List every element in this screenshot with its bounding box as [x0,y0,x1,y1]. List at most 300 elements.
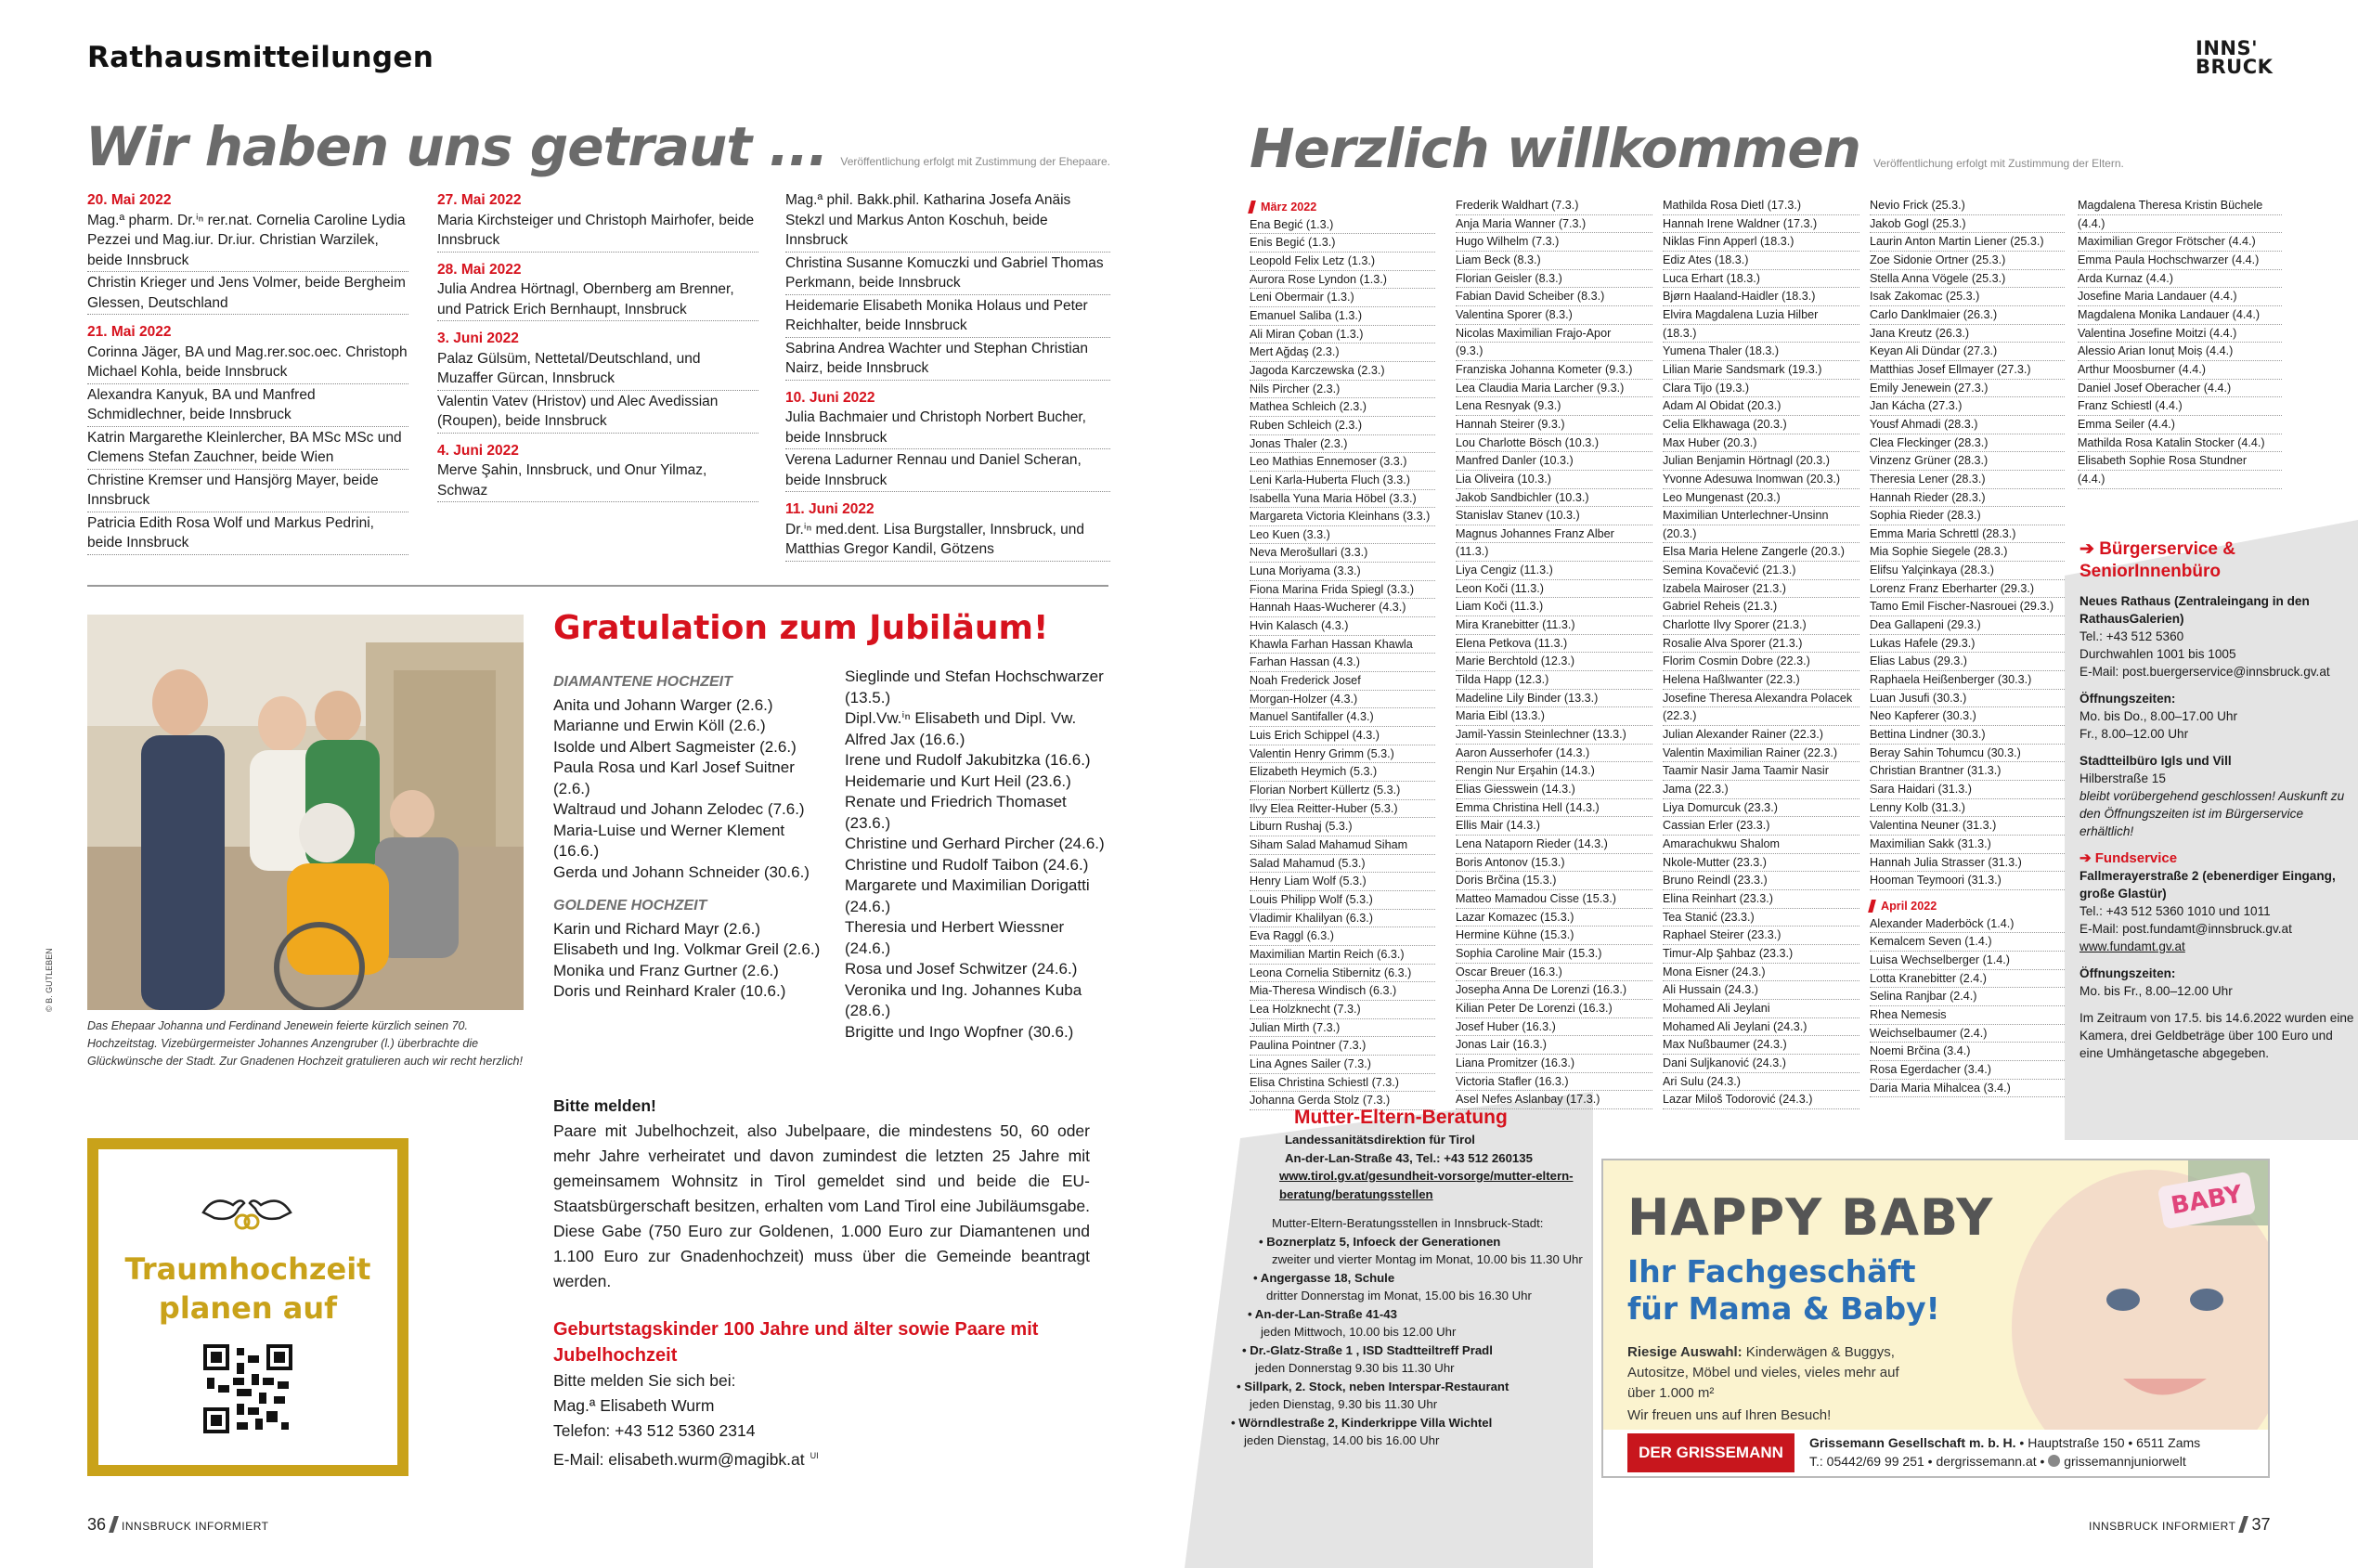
baby-entry: Asel Nefes Aslanbay (17.3.) [1456,1091,1652,1109]
baby-entry: Lou Charlotte Bösch (10.3.) [1456,434,1652,453]
baby-entry: Paulina Pointner (7.3.) [1250,1037,1435,1056]
baby-entry: Matteo Mamadou Cisse (15.3.) [1456,890,1652,909]
baby-entry: Leon Koči (11.3.) [1456,580,1652,599]
baby-entry: Beray Sahin Tohumcu (30.3.) [1870,745,2065,763]
baby-entry: Lina Agnes Sailer (7.3.) [1250,1056,1435,1074]
baby-entry: Khawla Farhan Hassan Khawla [1250,636,1435,654]
mutter-location-time: dritter Donnerstag im Monat, 15.00 bis 16.30 Uhr [1266,1289,1532,1302]
mutter-locations [1231,1233,1625,1450]
mutter-location-name: • Dr.-Glatz-Straße 1 , ISD Stadtteiltreff Pradl [1242,1342,1493,1357]
birthday-contact-line: Bitte melden Sie sich bei: [553,1371,736,1390]
fund-mail[interactable]: E-Mail: post.fundamt@innsbruck.gv.at [2079,922,2292,936]
birthday-contact-line: E-Mail: elisabeth.wurm@magibk.at $^{UI}$ [553,1449,819,1469]
baby-entry: Elizabeth Heymich (5.3.) [1250,763,1435,782]
baby-entry: Nils Pircher (2.3.) [1250,381,1435,399]
wedding-entry: Julia Andrea Hörtnagl, Obernberg am Brenner, und Patrick Erich Bernhaupt, Innsbruck [437,279,758,321]
baby-entry: Elena Petkova (11.3.) [1456,635,1652,654]
baby-entry: Gabriel Reheis (21.3.) [1663,598,1859,616]
baby-entry: Jonas Lair (16.3.) [1456,1036,1652,1055]
baby-entry: Elvira Magdalena Luzia Hilber [1663,306,1859,325]
jubilee-entry: Gerda und Johann Schneider (30.6.) [553,862,810,881]
baby-entry: Mathilda Rosa Dietl (17.3.) [1663,197,1859,215]
wedding-column-1 [87,190,408,556]
baby-entry: Arthur Moosburner (4.4.) [2078,361,2282,380]
baby-entry: Maria Eibl (13.3.) [1456,707,1652,726]
bs-hours-2: Fr., 8.00–12.00 Uhr [2079,727,2189,741]
baby-entry: Alessio Arian Ionuț Moiș (4.4.) [2078,343,2282,361]
jubilee-entry: Christine und Gerhard Pircher (24.6.) [845,835,1105,852]
baby-entry: Sophia Rieder (28.3.) [1870,507,2065,525]
bs-dw: Durchwahlen 1001 bis 1005 [2079,647,2236,661]
mutter-location-name: • Boznerplatz 5, Infoeck der Generationen [1259,1234,1501,1249]
mutter-location-name: • An-der-Lan-Straße 41-43 [1248,1306,1397,1321]
baby-entry: Yumena Thaler (18.3.) [1663,343,1859,361]
baby-entry: Mia-Theresa Windisch (6.3.) [1250,982,1435,1001]
mutter-location [1259,1233,1625,1269]
baby-entry: Izabela Mairoser (21.3.) [1663,580,1859,599]
bs-title: Bürgerservice & SeniorInnenbüro [2079,539,2235,581]
baby-entry: Lorenz Franz Eberharter (29.3.) [1870,580,2065,599]
baby-entry: Stanislav Stanev (10.3.) [1456,507,1652,525]
baby-entry: Emily Jenewein (27.3.) [1870,380,2065,398]
baby-entry: Leo Mungenast (20.3.) [1663,489,1859,508]
wedding-entry: Merve Şahin, Innsbruck, und Onur Yilmaz, Schwaz [437,460,758,502]
baby-entry: (9.3.) [1456,343,1652,361]
wedding-date: 20. Mai 2022 [87,192,172,208]
doves-icon [196,1185,298,1233]
baby-entry: Leona Cornelia Stibernitz (6.3.) [1250,965,1435,983]
baby-entry: (22.3.) [1663,707,1859,726]
baby-entry: Raphael Steirer (23.3.) [1663,927,1859,945]
baby-entry: Luisa Wechselberger (1.4.) [1870,952,2065,970]
birthday-contact [553,1368,1090,1472]
innsbruck-logo: INNS' BRUCK [2196,37,2274,78]
baby-entry: Henry Liam Wolf (5.3.) [1250,873,1435,891]
baby-entry: Mira Kranebitter (11.3.) [1456,616,1652,635]
mutter-location [1242,1341,1625,1378]
jubilee-entry: Heidemarie und Kurt Heil (23.6.) [845,771,1071,790]
baby-entry: Mathilda Rosa Katalin Stocker (4.4.) [2078,434,2282,453]
baby-entry: Maximilian Sakk (31.3.) [1870,836,2065,854]
baby-entry: Celia Elkhawaga (20.3.) [1663,416,1859,434]
fund-title: Fundservice [2094,850,2178,866]
baby-entry: Luca Erhart (18.3.) [1663,270,1859,289]
baby-entry: Mert Ağdaş (2.3.) [1250,343,1435,362]
baby-entry: Ena Begić (1.3.) [1250,216,1435,235]
baby-column-1 [1250,197,1435,1110]
baby-entry: Emma Seiler (4.4.) [2078,416,2282,434]
baby-entry: Leni Obermair (1.3.) [1250,289,1435,307]
wedding-entry: Christin Krieger und Jens Volmer, beide Bergheim Glessen, Deutschland [87,273,408,315]
jubilee-entry: Christine und Rudolf Taibon (24.6.) [845,855,1089,874]
baby-sticker: BABY [2157,1172,2256,1230]
jubilee-subheading: DIAMANTENE HOCHZEIT [553,674,732,690]
baby-entry: Isak Zakomac (25.3.) [1870,288,2065,306]
baby-entry: Valentina Sporer (8.3.) [1456,306,1652,325]
baby-entry: Maximilian Gregor Frötscher (4.4.) [2078,233,2282,252]
wedding-entry: Mag.ª phil. Bakk.phil. Katharina Josefa Anäis Stekzl und Markus Anton Koschuh, beide Innsbruck [785,190,1110,253]
wedding-entry: Mag.ª pharm. Dr.ⁱⁿ rer.nat. Cornelia Caroline Lydia Pezzei und Mag.iur. Dr.iur. Christian Warzilek, beide Innsbruck [87,211,408,273]
baby-entry: Jakob Sandbichler (10.3.) [1456,489,1652,508]
baby-entry: Dea Gallapeni (29.3.) [1870,616,2065,635]
baby-entry: Josefine Maria Landauer (4.4.) [2078,288,2282,306]
jubilee-entry: Theresia und Herbert Wiessner (24.6.) [845,918,1065,957]
birthday-title: Geburtstagskinder 100 Jahre und älter sowie Paare mit Jubelhochzeit [553,1319,1039,1366]
baby-entry: Julian Alexander Rainer (22.3.) [1663,726,1859,745]
wedding-column-2 [437,190,758,503]
fund-hours-label: Öffnungszeiten: [2079,966,2176,980]
baby-entry: Eva Raggl (6.3.) [1250,927,1435,946]
baby-entry: Semina Kovačević (21.3.) [1663,562,1859,580]
baby-entry: Elisabeth Sophie Rosa Stundner [2078,452,2282,471]
wedding-date: 3. Juni 2022 [437,330,519,346]
ad-company [1809,1435,2200,1450]
baby-entry: Josepha Anna De Lorenzi (16.3.) [1456,981,1652,1000]
grissemann-logo: DER GRISSEMANN [1627,1433,1794,1472]
baby-entry: Maximilian Unterlechner-Unsinn [1663,507,1859,525]
baby-entry: Adam Al Obidat (20.3.) [1663,397,1859,416]
mutter-location [1253,1269,1625,1305]
qr-title: Traumhochzeit planen auf [124,1251,371,1326]
mutter-location-time: zweiter und vierter Montag im Monat, 10.00 bis 11.30 Uhr [1272,1252,1583,1266]
baby-entry: Hannah Julia Strasser (31.3.) [1870,854,2065,873]
baby-entry: Ilvy Elea Reitter-Huber (5.3.) [1250,800,1435,819]
baby-entry: Franziska Johanna Kometer (9.3.) [1456,361,1652,380]
baby-entry: Isabella Yuna Maria Höbel (3.3.) [1250,490,1435,509]
wedding-entry: Christine Kremser und Hansjörg Mayer, beide Innsbruck [87,471,408,512]
ad-social[interactable]: grissemannjuniorwelt [2064,1454,2186,1469]
baby-entry: Aaron Ausserhofer (14.3.) [1456,745,1652,763]
baby-entry: Clara Tijo (19.3.) [1663,380,1859,398]
baby-entry: Hannah Haas-Wucherer (4.3.) [1250,599,1435,617]
arrow-icon: ➔ [2079,850,2095,866]
baby-entry: Bruno Reindl (23.3.) [1663,872,1859,890]
footer-left: 36 INNSBRUCK INFORMIERT [87,1515,269,1534]
baby-entry: Victoria Stafler (16.3.) [1456,1073,1652,1092]
ad-headline: HAPPY BABY [1627,1188,1994,1247]
baby-entry: Lea Claudia Maria Larcher (9.3.) [1456,380,1652,398]
mutter-location-name: • Angergasse 18, Schule [1253,1270,1395,1285]
jubilee-column-1 [553,668,832,1003]
baby-entry: Liam Beck (8.3.) [1456,252,1652,270]
baby-entry: Timur-Alp Şahbaz (23.3.) [1663,945,1859,964]
baby-entry: Mathea Schleich (2.3.) [1250,398,1435,417]
divider [87,585,1108,587]
baby-entry: (11.3.) [1456,543,1652,562]
mutter-intro: Mutter-Eltern-Beratungsstellen in Innsbruck-Stadt: [1272,1216,1544,1230]
baby-entry: Fiona Marina Frida Spiegl (3.3.) [1250,581,1435,600]
baby-entry: Margareta Victoria Kleinhans (3.3.) [1250,508,1435,526]
baby-entry: Louis Philipp Wolf (5.3.) [1250,891,1435,910]
baby-entry: Niklas Finn Apperl (18.3.) [1663,233,1859,252]
couple-photo [87,615,524,1010]
baby-entry: Rosalie Alva Sporer (21.3.) [1663,635,1859,654]
wedding-entry: Verena Ladurner Rennau und Daniel Scheran, beide Innsbruck [785,450,1110,492]
baby-entry: Farhan Hassan (4.3.) [1250,654,1435,672]
buergerservice-info [2079,538,2358,1062]
mutter-location [1248,1305,1625,1341]
wedding-entry: Julia Bachmaier und Christoph Norbert Bucher, beide Innsbruck [785,408,1110,449]
baby-entry: Dani Suljkanović (24.3.) [1663,1055,1859,1073]
wedding-planner-box[interactable] [87,1138,408,1476]
photo-caption: Das Ehepaar Johanna und Ferdinand Jenewein feierte kürzlich seinen 70. Hochzeitstag. Vizebürgermeister Johannes Anzengruber (l.) überbrachte die Glückwünsche der Stadt. Zur Gnadenen Hochzeit gratulieren auch wir recht herzlich! [87,1019,523,1068]
baby-entry: Laurin Anton Martin Liener (25.3.) [1870,233,2065,252]
month-heading: März 2022 [1250,199,1435,216]
baby-entry: Josefine Theresa Alexandra Polacek [1663,690,1859,708]
baby-entry: Helena Haßlwanter (22.3.) [1663,671,1859,690]
section-header: Rathausmitteilungen [87,41,434,74]
baby-entry: Ali Miran Çoban (1.3.) [1250,326,1435,344]
jubilee-entry: Isolde und Albert Sagmeister (2.6.) [553,737,797,756]
baby-entry: Valentina Josefine Moitzi (4.4.) [2078,325,2282,343]
baby-entry: Lena Resnyak (9.3.) [1456,397,1652,416]
fund-web-link[interactable]: www.fundamt.gv.at [2079,940,2185,953]
jubilee-entry: Brigitte und Ingo Wopfner (30.6.) [845,1022,1074,1041]
baby-entry: Hvin Kalasch (4.3.) [1250,617,1435,636]
baby-entry: Hooman Teymoori (31.3.) [1870,872,2065,890]
baby-entry: Cassian Erler (23.3.) [1663,817,1859,836]
baby-entry: Julian Mirth (7.3.) [1250,1019,1435,1038]
welcome-title: Herzlich willkommen Veröffentlichung erfolgt mit Zustimmung der Eltern. [1250,117,2124,180]
wedding-column-3 [785,190,1110,563]
jubilee-entry: Anita und Johann Warger (2.6.) [553,695,773,714]
baby-entry: Daria Maria Mihalcea (3.4.) [1870,1080,2065,1098]
baby-entry: Keyan Ali Dündar (27.3.) [1870,343,2065,361]
baby-entry: Lena Nataporn Rieder (14.3.) [1456,836,1652,854]
baby-entry: Noah Frederick Josef [1250,672,1435,691]
baby-entry: Valentin Maximilian Rainer (22.3.) [1663,745,1859,763]
baby-entry: Yousf Ahmadi (28.3.) [1870,416,2065,434]
baby-entry: Elsa Maria Helene Zangerle (20.3.) [1663,543,1859,562]
baby-entry: Raphaela Heißenberger (30.3.) [1870,671,2065,690]
mutter-location-time: jeden Mittwoch, 10.00 bis 12.00 Uhr [1261,1325,1457,1339]
mutter-location-name: • Sillpark, 2. Stock, neben Interspar-Restaurant [1237,1379,1509,1393]
happy-baby-ad[interactable] [1601,1159,2270,1478]
baby-entry: (4.4.) [2078,471,2282,489]
baby-column-5 [2078,197,2282,489]
ad-contact-text[interactable]: T.: 05442/69 99 251 • dergrissemann.at • [1809,1454,2049,1469]
baby-entry: Florian Norbert Küllertz (5.3.) [1250,782,1435,800]
jubilee-column-2 [845,667,1114,1043]
baby-entry: Liya Cengiz (11.3.) [1456,562,1652,580]
wedding-entry: Maria Kirchsteiger und Christoph Mairhofer, beide Innsbruck [437,211,758,253]
baby-entry: Josef Huber (16.3.) [1456,1018,1652,1037]
baby-entry: Zoe Sidonie Ortner (25.3.) [1870,252,2065,270]
mutter-l2: An-der-Lan-Straße 43, Tel.: +43 512 260135 [1285,1150,1533,1165]
wedding-entry: Corinna Jäger, BA und Mag.rer.soc.oec. Christoph Michael Kohla, beide Innsbruck [87,343,408,384]
birthday-contact-line: Telefon: +43 512 5360 2314 [553,1421,756,1440]
baby-entry: Bettina Lindner (30.3.) [1870,726,2065,745]
wedding-date: 27. Mai 2022 [437,192,522,208]
baby-entry: Max Huber (20.3.) [1663,434,1859,453]
baby-entry: Luan Jusufi (30.3.) [1870,690,2065,708]
ad-contact [1809,1454,2186,1469]
wedding-date: 10. Juni 2022 [785,389,875,406]
baby-entry: Ari Sulu (24.3.) [1663,1073,1859,1092]
baby-entry: Hannah Irene Waldner (17.3.) [1663,215,1859,234]
baby-entry: Neva Merošullari (3.3.) [1250,544,1435,563]
jubilee-entry: Elisabeth und Ing. Volkmar Greil (2.6.) [553,940,821,958]
baby-entry: Ediz Ates (18.3.) [1663,252,1859,270]
wedding-date: 28. Mai 2022 [437,261,522,278]
facebook-icon [2048,1455,2060,1467]
baby-entry: Mia Sophie Siegele (28.3.) [1870,543,2065,562]
jubilee-entry: Maria-Luise und Werner Klement (16.6.) [553,821,785,860]
baby-column-3 [1663,197,1859,1109]
baby-entry: Emanuel Saliba (1.3.) [1250,307,1435,326]
baby-entry: Emma Christina Hell (14.3.) [1456,799,1652,818]
baby-entry: Morgan-Holzer (4.3.) [1250,691,1435,709]
baby-entry: Leo Kuen (3.3.) [1250,526,1435,545]
ad-welcome: Wir freuen uns auf Ihren Besuch! [1627,1407,1832,1423]
baby-entry: Florian Geisler (8.3.) [1456,270,1652,289]
baby-entry: Valentina Neuner (31.3.) [1870,817,2065,836]
baby-entry: Alexander Maderböck (1.4.) [1870,915,2065,934]
baby-entry: Johanna Gerda Stolz (7.3.) [1250,1092,1435,1110]
baby-entry: Emma Maria Schrettl (28.3.) [1870,525,2065,544]
baby-entry: Leni Karla-Huberta Fluch (3.3.) [1250,472,1435,490]
baby-entry: Ali Hussain (24.3.) [1663,981,1859,1000]
baby-entry: Maximilian Martin Reich (6.3.) [1250,946,1435,965]
bs-tel: Tel.: +43 512 5360 [2079,629,2184,643]
baby-entry: Tamo Emil Fischer-Nasrouei (29.3.) [1870,598,2065,616]
wedding-entry: Dr.ⁱⁿ med.dent. Lisa Burgstaller, Innsbruck, und Matthias Gregor Kandil, Götzens [785,520,1110,562]
baby-entry: Elias Labus (29.3.) [1870,653,2065,671]
mutter-title: Mutter-Eltern-Beratung [1294,1107,1508,1128]
jubilee-entry: Doris und Reinhard Kraler (10.6.) [553,982,786,1000]
baby-entry: Lukas Hafele (29.3.) [1870,635,2065,654]
mutter-location-time: jeden Dienstag, 14.00 bis 16.00 Uhr [1244,1433,1440,1447]
baby-entry: Manfred Danler (10.3.) [1456,452,1652,471]
baby-entry: Tilda Happ (12.3.) [1456,671,1652,690]
baby-entry: Luna Moriyama (3.3.) [1250,563,1435,581]
baby-entry: Enis Begić (1.3.) [1250,234,1435,253]
baby-entry: Rengin Nur Erşahin (14.3.) [1456,762,1652,781]
baby-entry: Madeline Lily Binder (13.3.) [1456,690,1652,708]
baby-entry: Amarachukwu Shalom [1663,836,1859,854]
baby-entry: Aurora Rose Lyndon (1.3.) [1250,271,1435,290]
fund-tel: Tel.: +43 512 5360 1010 und 1011 [2079,904,2271,918]
baby-entry: Mohamed Ali Jeylani (24.3.) [1663,1018,1859,1037]
jubilee-entry: Dipl.Vw.ⁱⁿ Elisabeth und Dipl. Vw. Alfred Jax (16.6.) [845,709,1077,748]
baby-entry: Fabian David Scheiber (8.3.) [1456,288,1652,306]
baby-entry: Lilian Marie Sandsmark (19.3.) [1663,361,1859,380]
baby-entry: Nevio Frick (25.3.) [1870,197,2065,215]
baby-entry: Theresia Lener (28.3.) [1870,471,2065,489]
baby-entry: Frederik Waldhart (7.3.) [1456,197,1652,215]
wedding-entry: Patricia Edith Rosa Wolf und Markus Pedrini, beide Innsbruck [87,513,408,555]
baby-entry: Luis Erich Schippel (4.3.) [1250,727,1435,745]
baby-entry: Marie Berchtold (12.3.) [1456,653,1652,671]
baby-entry: Charlotte Ilvy Sporer (21.3.) [1663,616,1859,635]
baby-entry: (18.3.) [1663,325,1859,343]
wedding-title-note: Veröffentlichung erfolgt mit Zustimmung der Ehepaare. [840,155,1110,168]
baby-entry: Nicolas Maximilian Frajo-Apor [1456,325,1652,343]
bs-mail[interactable]: E-Mail: post.buergerservice@innsbruck.gv.at [2079,665,2330,679]
baby-entry: Liya Domurcuk (23.3.) [1663,799,1859,818]
baby-column-2 [1456,197,1652,1109]
baby-entry: Nkole-Mutter (23.3.) [1663,854,1859,873]
wedding-date: 4. Juni 2022 [437,442,519,459]
jubilee-entry: Waltraud und Johann Zelodec (7.6.) [553,800,805,818]
baby-entry: (4.4.) [2078,215,2282,234]
baby-entry: Hannah Steirer (9.3.) [1456,416,1652,434]
jubilee-subheading: GOLDENE HOCHZEIT [553,898,707,914]
mutter-location-time: jeden Dienstag, 9.30 bis 11.30 Uhr [1250,1397,1438,1411]
wedding-entry: Christina Susanne Komuczki und Gabriel Thomas Perkmann, beide Innsbruck [785,253,1110,295]
fund-hours: Mo. bis Fr., 8.00–12.00 Uhr [2079,984,2233,998]
mutter-location [1237,1378,1625,1414]
baby-entry: Kemalcem Seven (1.4.) [1870,933,2065,952]
qr-code-icon[interactable] [203,1344,292,1433]
baby-entry: Hugo Wilhelm (7.3.) [1456,233,1652,252]
baby-entry: Rhea Nemesis [1870,1006,2065,1025]
baby-entry: Ellis Mair (14.3.) [1456,817,1652,836]
baby-entry: Leo Mathias Ennemoser (3.3.) [1250,453,1435,472]
ad-subheadline: Ihr Fachgeschäft für Mama & Baby! [1627,1253,1940,1327]
baby-entry: Sara Haidari (31.3.) [1870,781,2065,799]
baby-entry: Elina Reinhart (23.3.) [1663,890,1859,909]
baby-entry: Weichselbaumer (2.4.) [1870,1025,2065,1043]
baby-entry: Bjørn Haaland-Haidler (18.3.) [1663,288,1859,306]
jubilee-entry: Sieglinde und Stefan Hochschwarzer (13.5.) [845,667,1104,706]
mutter-l1: Landessanitätsdirektion für Tirol [1285,1133,1475,1147]
baby-entry: Siham Salad Mahamud Siham [1250,836,1435,855]
baby-entry: Matthias Josef Ellmayer (27.3.) [1870,361,2065,380]
baby-entry: Arda Kurnaz (4.4.) [2078,270,2282,289]
mutter-location-name: • Wörndlestraße 2, Kinderkrippe Villa Wichtel [1231,1415,1493,1430]
baby-entry: Neo Kapferer (30.3.) [1870,707,2065,726]
baby-entry: Jama (22.3.) [1663,781,1859,799]
jubilee-entry: Rosa und Josef Schwitzer (24.6.) [845,960,1078,978]
ad-body-text: Kinderwägen & Buggys, Autositze, Möbel und vieles, vieles mehr auf über 1.000 m² [1627,1344,1899,1401]
baby-entry: Leopold Felix Letz (1.3.) [1250,253,1435,271]
baby-entry: Carlo Danklmaier (26.3.) [1870,306,2065,325]
baby-entry: Mona Eisner (24.3.) [1663,964,1859,982]
signature: UI [810,1451,819,1460]
welcome-title-note: Veröffentlichung erfolgt mit Zustimmung der Eltern. [1872,157,2124,170]
wedding-title: Wir haben uns getraut ... Veröffentlichung erfolgt mit Zustimmung der Ehepaare. [85,115,1110,178]
baby-entry: Manuel Santifaller (4.3.) [1250,708,1435,727]
baby-entry: Stella Anna Vögele (25.3.) [1870,270,2065,289]
ad-address: • Hauptstraße 150 • 6511 Zams [2015,1435,2201,1450]
mutter-eltern-block [1231,1105,1625,1450]
wedding-entry: Palaz Gülsüm, Nettetal/Deutschland, und Muzaffer Gürcan, Innsbruck [437,349,758,391]
baby-entry: Lotta Kranebitter (2.4.) [1870,970,2065,989]
fund-address: Fallmerayerstraße 2 (ebenerdiger Eingang, große Glastür) [2079,869,2336,901]
baby-entry: Florim Cosmin Dobre (22.3.) [1663,653,1859,671]
jubilee-entry: Marianne und Erwin Köll (2.6.) [553,717,766,734]
bs-address: Neues Rathaus (Zentraleingang in den RathausGalerien) [2079,594,2310,626]
igls-title: Stadtteilbüro Igls und Vill [2079,754,2232,768]
wedding-entry: Sabrina Andrea Wachter und Stephan Christian Nairz, beide Innsbruck [785,339,1110,381]
baby-entry: Selina Ranjbar (2.4.) [1870,988,2065,1006]
baby-entry: Rosa Egerdacher (3.4.) [1870,1061,2065,1080]
baby-entry: Boris Antonov (15.3.) [1456,854,1652,873]
baby-entry: Valentin Henry Grimm (5.3.) [1250,745,1435,764]
mutter-link[interactable]: www.tirol.gv.at/gesundheit-vorsorge/mutter-eltern-beratung/beratungsstellen [1279,1169,1574,1201]
baby-entry: Hermine Kühne (15.3.) [1456,927,1652,945]
baby-entry: Clea Fleckinger (28.3.) [1870,434,2065,453]
baby-entry: Lea Holzknecht (7.3.) [1250,1001,1435,1019]
igls-address: Hilberstraße 15 [2079,771,2166,785]
igls-note: bleibt vorübergehend geschlossen! Auskunft zu den Öffnungszeiten ist im Bürgerservice erhältlich! [2079,789,2345,838]
jubilee-entry: Paula Rosa und Karl Josef Suitner (2.6.) [553,758,795,797]
baby-entry: Jana Kreutz (26.3.) [1870,325,2065,343]
baby-entry: Oscar Breuer (16.3.) [1456,964,1652,982]
baby-entry: Vladimir Khalilyan (6.3.) [1250,910,1435,928]
baby-entry: Max Nußbaumer (24.3.) [1663,1036,1859,1055]
